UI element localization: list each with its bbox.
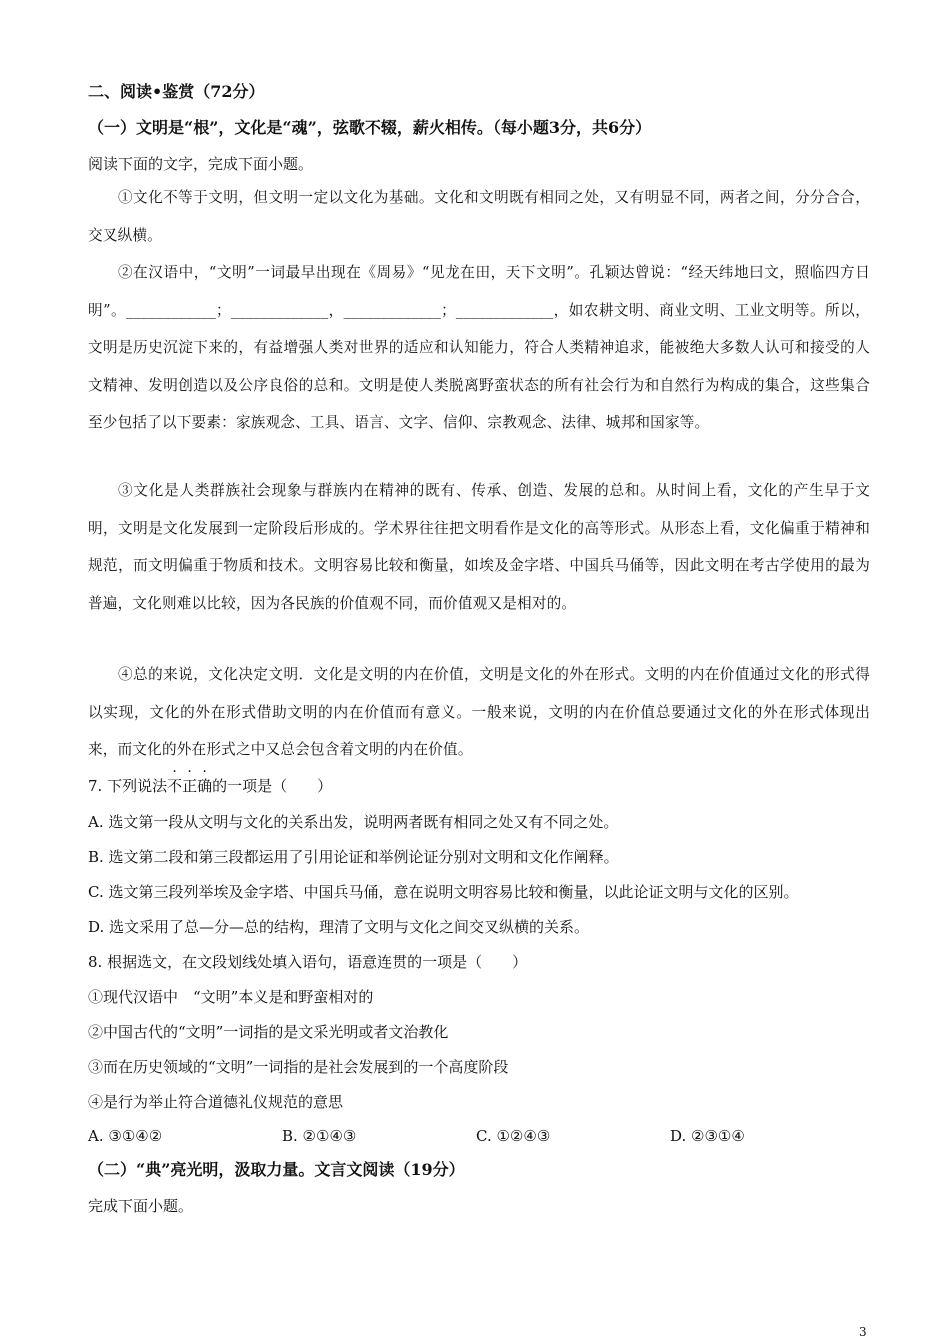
question-7-option-b: B. 选文第二段和第三段都运用了引用论证和举例论证分别对文明和文化作阐释。 [88, 848, 619, 866]
page-number: 3 [859, 1325, 867, 1339]
emphasis-char: 不 [167, 777, 183, 795]
emphasis-char: 确 [197, 777, 213, 795]
question-8-stem: 8. 根据选文，在文段划线处填入语句，语意连贯的一项是（ ） [88, 953, 528, 971]
part2-instruction: 完成下面小题。 [88, 1197, 194, 1215]
instruction-text: 阅读下面的文字，完成下面小题。 [88, 155, 314, 173]
passage-paragraph-2: ②在汉语中，“文明”一词最早出现在《周易》“见龙在田，天下文明”。孔颖达曾说：“经天纬地曰文，照临四方日明”。____________；_____________，_____________；_____________，如农耕文明、商业文明、工业文明等。所以，文明是历史沉淀下来的，有益增强人类对世界的适应和认知能力，符合人类精神追求，能被绝大多数人认可和接受的人文精神、发明创造以及公序良俗的总和。文明是使人类脱离野蛮状态的所有社会行为和自然行为构成的集合，这些集合至少包括了以下要素：家族观念、工具、语言、文字、信仰、宗教观念、法律、城邦和国家等。 [88, 264, 870, 432]
question-8-option-a: A. ③①④② [88, 1127, 163, 1145]
question-7-stem-after: 的一项是（ ） [212, 777, 333, 795]
question-8-option-c: C. ①②④③ [476, 1127, 551, 1145]
section-title: 二、阅读•鉴赏（72分） [88, 82, 265, 101]
question-7-stem-before: 7. 下列说法 [88, 777, 168, 795]
question-7-stem [88, 776, 332, 796]
question-8-sentence-3: ③而在历史领域的“文明”一词指的是社会发展到的一个高度阶段 [88, 1058, 509, 1076]
question-8-option-b: B. ②①④③ [282, 1127, 357, 1145]
question-7-option-c: C. 选文第三段列举埃及金字塔、中国兵马俑，意在说明文明容易比较和衡量，以此论证文明与文化的区别。 [88, 883, 799, 901]
question-8-option-d: D. ②③①④ [670, 1127, 745, 1145]
question-8-sentence-4: ④是行为举止符合道德礼仪规范的意思 [88, 1093, 344, 1111]
question-8-sentence-2: ②中国古代的“文明”一词指的是文采光明或者文治教化 [88, 1023, 449, 1041]
passage-paragraph-4: ④总的来说，文化决定文明．文化是文明的内在价值，文明是文化的外在形式。文明的内在价值通过文化的形式得以实现，文化的外在形式借助文明的内在价值而有意义。一般来说，文明的内在价值总要通过文化的外在形式体现出来，而文化的外在形式之中又总会包含着文明的内在价值。 [88, 666, 870, 759]
question-7-option-a: A. 选文第一段从文明与文化的关系出发，说明两者既有相同之处又有不同之处。 [88, 813, 619, 831]
question-8-sentence-1: ①现代汉语中 “文明”本义是和野蛮相对的 [88, 988, 374, 1006]
question-7-option-d: D. 选文采用了总—分—总的结构，理清了文明与文化之间交叉纵横的关系。 [88, 918, 590, 936]
passage-paragraph-1: ①文化不等于文明，但文明一定以文化为基础。文化和文明既有相同之处，又有明显不同，两者之间，分分合合，交叉纵横。 [88, 189, 870, 244]
part1-title: （一）文明是“根”，文化是“魂”，弦歌不辍，薪火相传。（每小题3分，共6分） [88, 118, 652, 137]
passage-paragraph-3: ③文化是人类群族社会现象与群族内在精神的既有、传承、创造、发展的总和。从时间上看，文化的产生早于文明，文明是文化发展到一定阶段后形成的。学术界往往把文明看作是文化的高等形式。从形态上看，文化偏重于精神和规范，而文明偏重于物质和技术。文明容易比较和衡量，如埃及金字塔、中国兵马俑等，因此文明在考古学使用的最为普遍，文化则难以比较，因为各民族的价值观不同，而价值观又是相对的。 [88, 482, 870, 612]
part2-title: （二）“典”亮光明，汲取力量。文言文阅读（19分） [88, 1160, 465, 1179]
emphasis-char: 正 [182, 777, 198, 795]
